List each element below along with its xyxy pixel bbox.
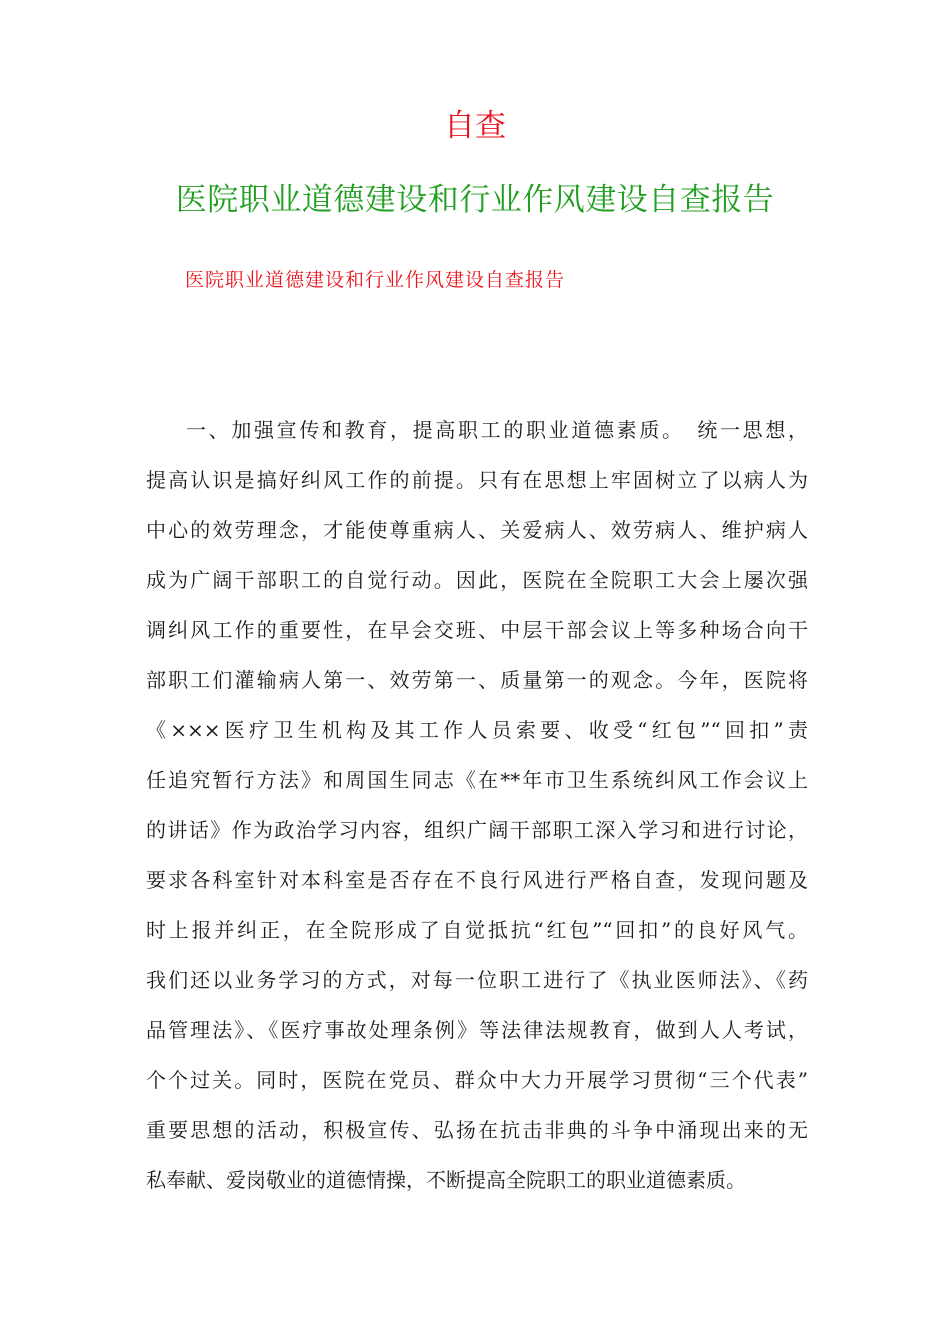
body-line: 调纠风工作的重要性，在早会交班、中层干部会议上等多种场合向干 xyxy=(146,618,808,642)
body-line: 重要思想的活动，积极宣传、弘扬在抗击非典的斗争中涌现出来的无 xyxy=(146,1118,808,1142)
subheading: 医院职业道德建设和行业作风建设自查报告 xyxy=(185,269,566,291)
body-line: 任追究暂行方法》和周国生同志《在**年市卫生系统纠风工作会议上 xyxy=(146,768,808,792)
body-line: 个个过关。同时，医院在党员、群众中大力开展学习贯彻“三个代表” xyxy=(146,1068,808,1092)
body-line: 《×××医疗卫生机构及其工作人员索要、收受“红包”“回扣”责 xyxy=(146,718,808,742)
body-line: 部职工们灌输病人第一、效劳第一、质量第一的观念。今年，医院将 xyxy=(146,668,808,692)
body-line: 私奉献、爱岗敬业的道德情操，不断提高全院职工的职业道德素质。 xyxy=(146,1168,746,1192)
body-line: 要求各科室针对本科室是否存在不良行风进行严格自查，发现问题及 xyxy=(146,868,808,892)
body-line: 的讲话》作为政治学习内容，组织广阔干部职工深入学习和进行讨论， xyxy=(146,818,808,842)
body-line: 时上报并纠正，在全院形成了自觉抵抗“红包”“回扣”的良好风气。 xyxy=(146,918,808,942)
body-line: 一、加强宣传和教育，提高职工的职业道德素质。 统一思想， xyxy=(186,418,808,442)
body-paragraph xyxy=(146,405,808,1205)
body-line: 成为广阔干部职工的自觉行动。因此，医院在全院职工大会上屡次强 xyxy=(146,568,808,592)
main-heading: 医院职业道德建设和行业作风建设自查报告 xyxy=(175,182,775,218)
body-line: 提高认识是搞好纠风工作的前提。只有在思想上牢固树立了以病人为 xyxy=(146,468,808,492)
body-line: 中心的效劳理念，才能使尊重病人、关爱病人、效劳病人、维护病人 xyxy=(146,518,808,542)
body-line: 我们还以业务学习的方式，对每一位职工进行了《执业医师法》、《药 xyxy=(146,968,808,992)
body-line: 品管理法》、《医疗事故处理条例》等法律法规教育，做到人人考试， xyxy=(146,1018,808,1042)
top-heading: 自查 xyxy=(444,108,506,144)
